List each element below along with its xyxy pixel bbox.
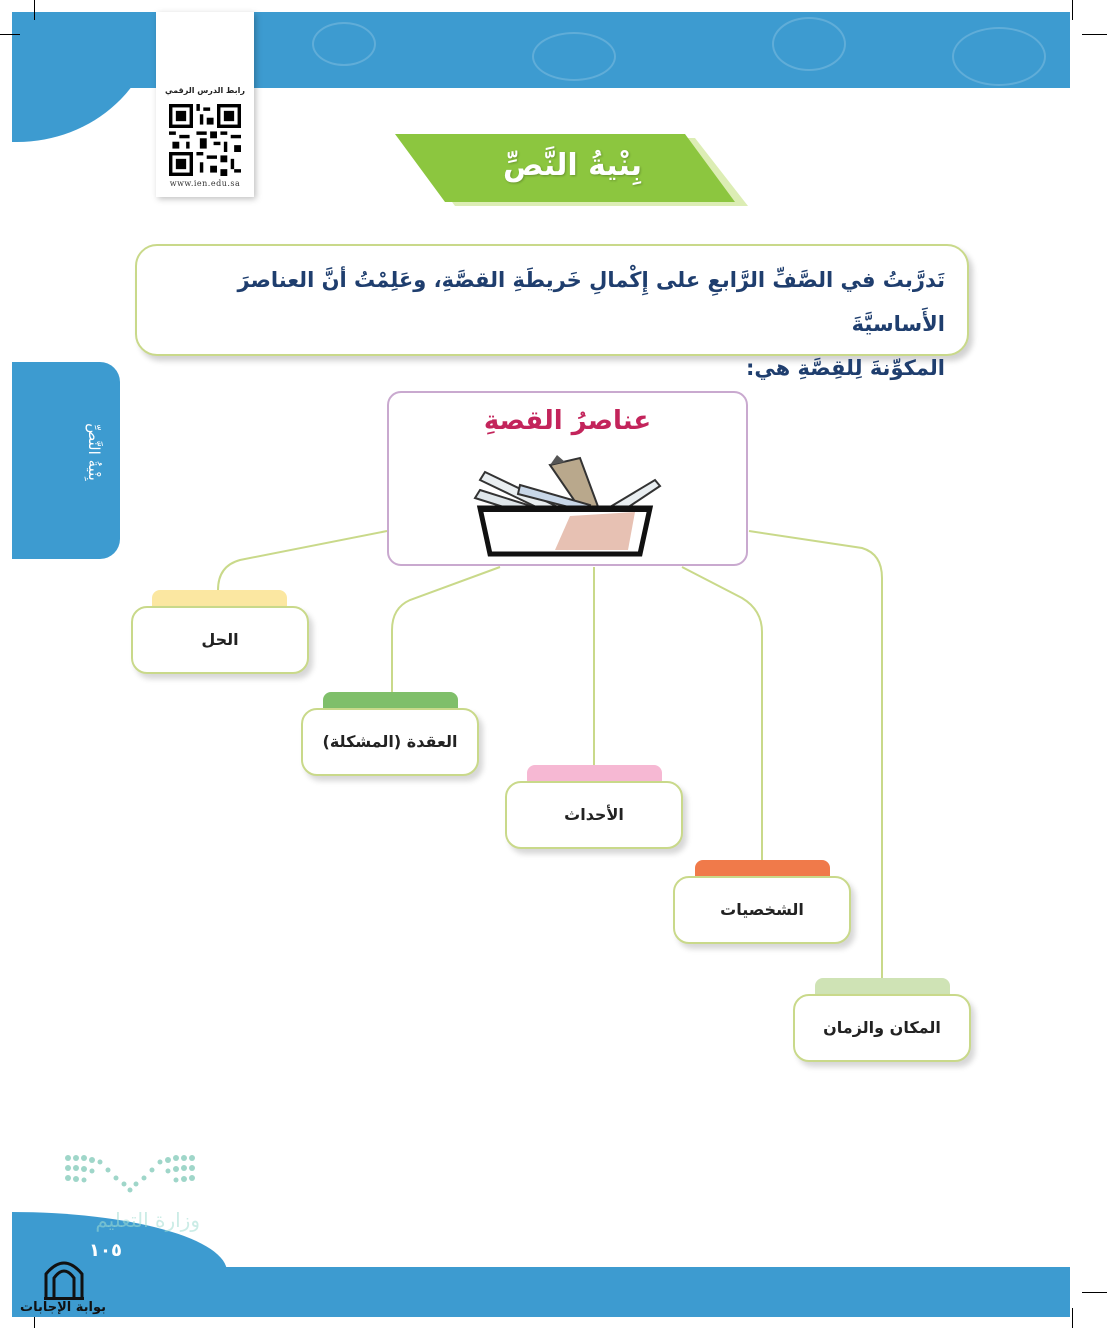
page-title: بِنْيةُ النَّصِّ (502, 148, 643, 183)
side-tab-label: بِنْيةُ النَّصِّ (85, 423, 103, 481)
ministry-logo-icon (60, 1150, 200, 1205)
crop-mark (0, 34, 20, 35)
pencil-basket-icon (460, 450, 670, 560)
characters-label: الشخصيات (720, 900, 804, 919)
solution-label: الحل (201, 630, 239, 649)
setting-label: المكان والزمان (823, 1018, 941, 1037)
bottom-banner (155, 1267, 1070, 1317)
banner-decoration (312, 22, 376, 66)
connector-conflict (392, 567, 500, 692)
portal-label[interactable]: بوابة الإجابات (20, 1300, 106, 1315)
connector-solution (218, 531, 387, 590)
portal-arch-icon[interactable] (42, 1256, 86, 1302)
connector-characters (682, 567, 762, 860)
conflict-label: العقدة (المشكلة) (322, 732, 458, 751)
ministry-name: وزارة التعليم (95, 1208, 200, 1232)
banner-decoration (952, 27, 1046, 86)
banner-decoration (532, 32, 616, 81)
intro-line-1: تَدرَّبتُ في الصَّفِّ الرَّابعِ على إِكْمالِ خَريطَةِ القصَّةِ، وعَلِمْتُ أنَّ العناصرَ الأَساسيَّةَ (237, 268, 945, 336)
qr-label: رابط الدرس الرقمي (165, 86, 245, 95)
crop-mark (34, 0, 35, 20)
intro-text (150, 258, 945, 390)
side-tab (12, 362, 120, 559)
crop-mark (1082, 1292, 1107, 1293)
qr-card[interactable] (156, 12, 254, 197)
events-label: الأحداث (564, 805, 624, 824)
crop-mark (1072, 0, 1073, 20)
crop-mark (1082, 34, 1107, 35)
story-elements-title: عناصرُ القصةِ (483, 406, 652, 436)
crop-mark (1072, 1308, 1073, 1328)
intro-line-2: المكوِّنةَ لِلقِصَّةِ هي: (746, 356, 945, 380)
banner-decoration (772, 17, 846, 71)
page-number: ١٠٥ (89, 1240, 122, 1261)
qr-url[interactable]: www.ien.edu.sa (169, 179, 241, 188)
qr-code-icon[interactable] (169, 104, 241, 176)
